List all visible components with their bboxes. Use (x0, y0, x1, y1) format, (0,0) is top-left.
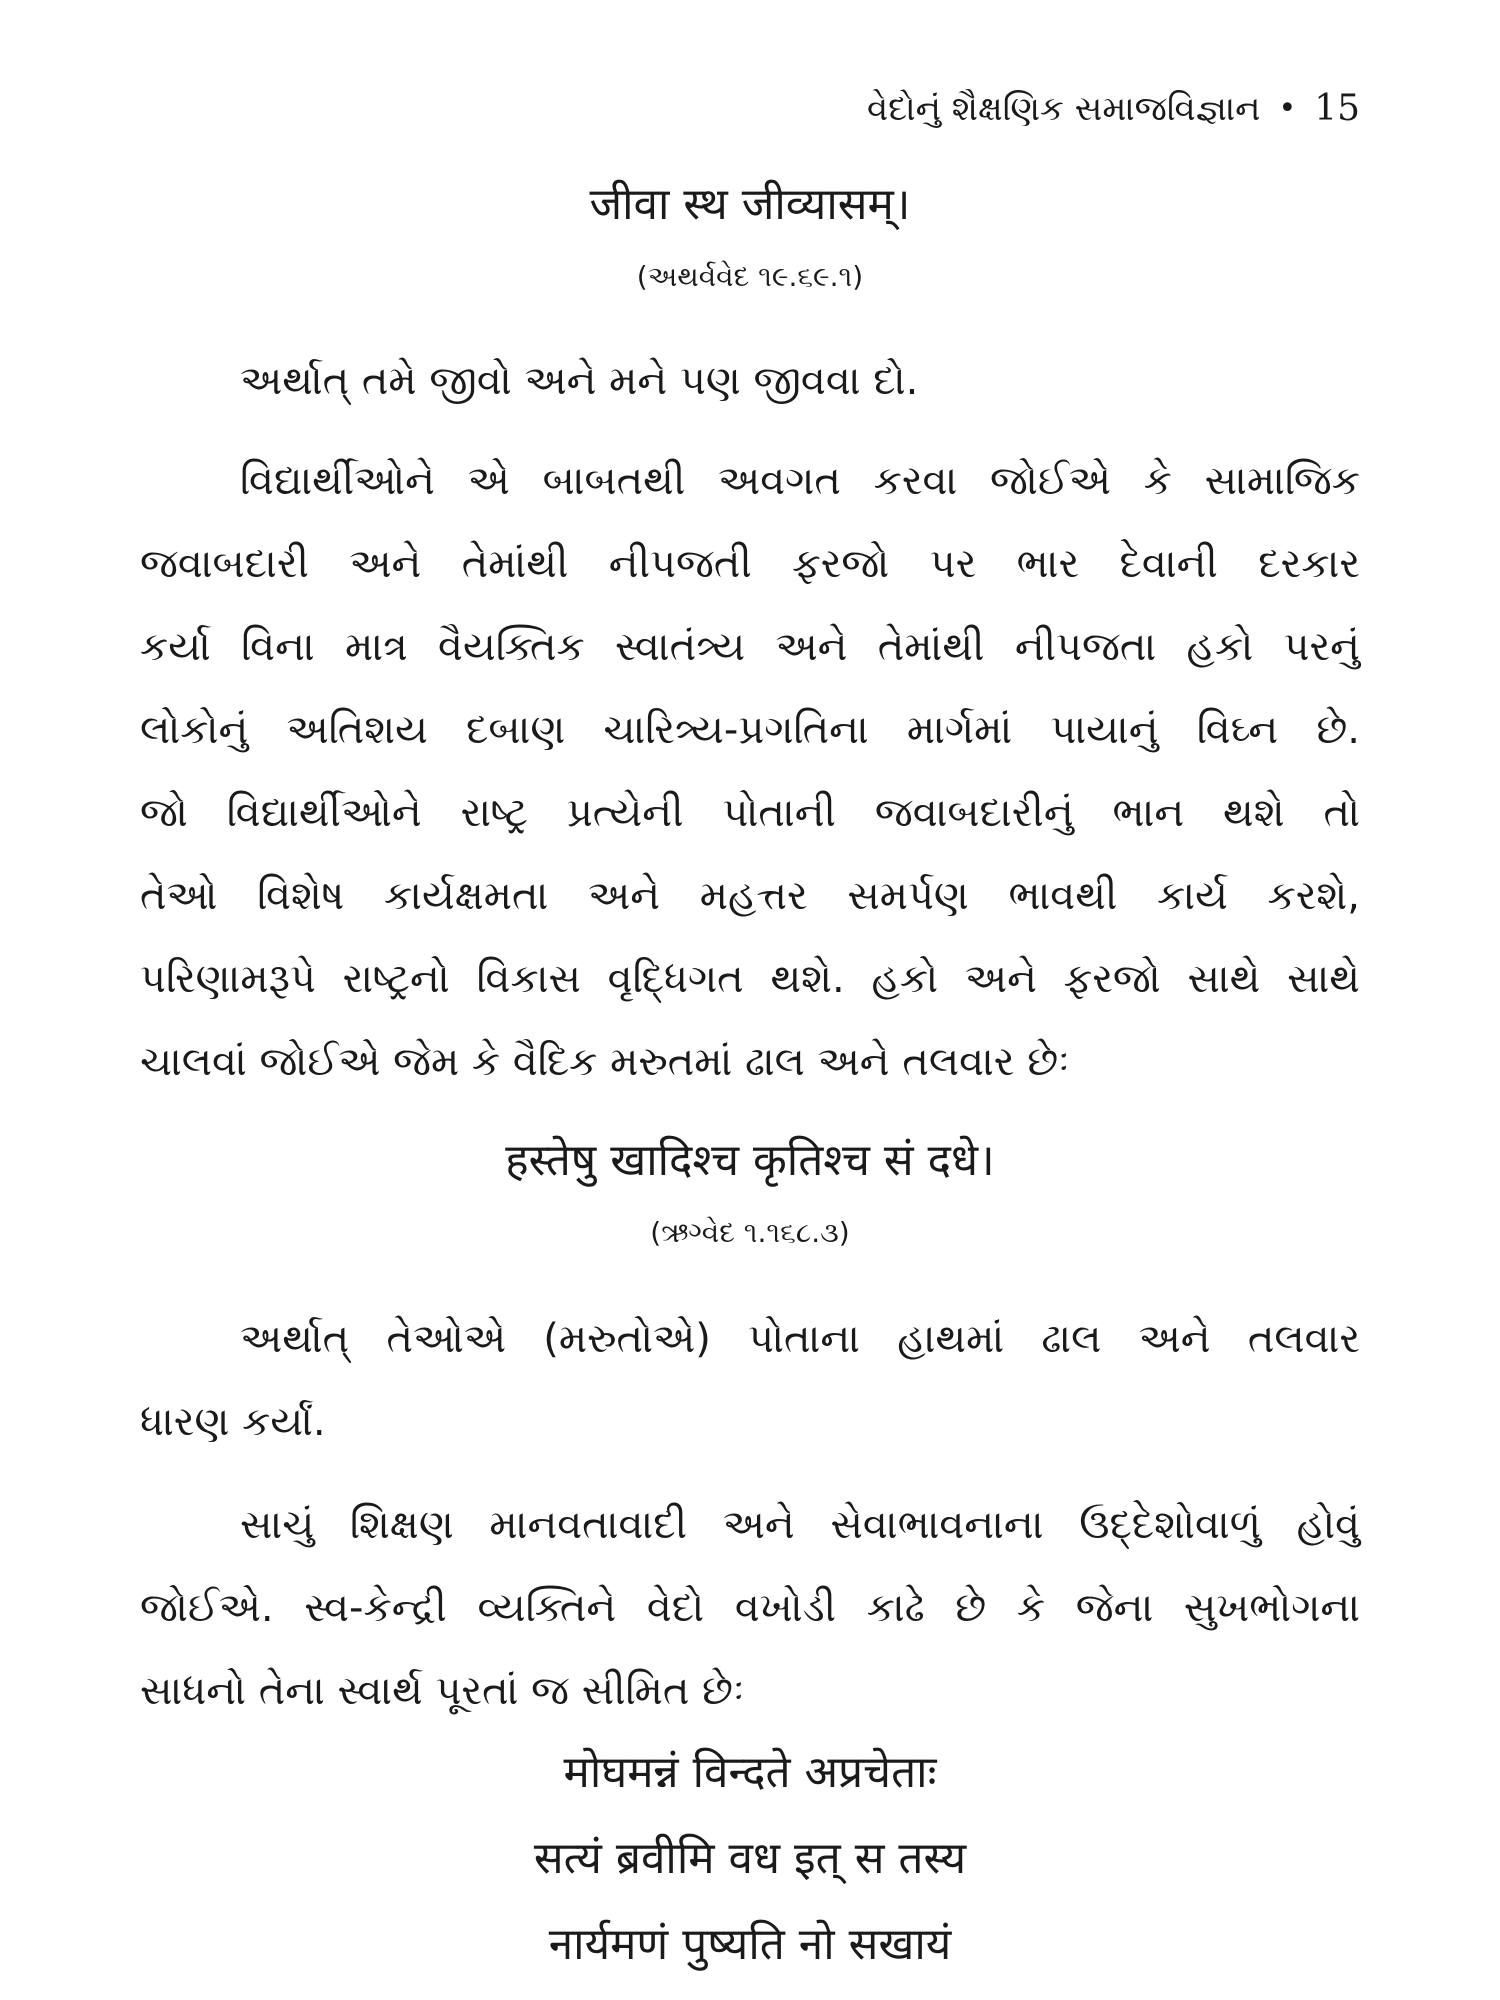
sanskrit-verse-3-line-2: सत्यं ब्रवीमि वध इत् स तस्य (533, 1833, 967, 1884)
sanskrit-verse-2: हस्तेषु खादिश्च कृतिश्च सं दधे। (505, 1135, 995, 1186)
paragraph-line: પરિણામરૂપે રાષ્ટ્રનો વિકાસ વૃદ્ધિગત થશે. હકો અને ફરજો સાથે સાથે (140, 956, 1360, 1002)
paragraph-line: તેઓ વિશેષ કાર્યક્ષમતા અને મહત્તર સમર્પણ ભાવથી કાર્ય કરશે, (140, 873, 1360, 919)
paragraph-line: જોઈએ. સ્વ-કેન્દ્રી વ્યક્તિને વેદો વખોડી કાઢે છે કે જેના સુખભોગના (140, 1585, 1360, 1631)
paragraph-1 (140, 340, 1360, 423)
paragraph-4 (140, 1484, 1360, 1733)
page-number: 15 (1314, 88, 1360, 129)
paragraph-line: વિદ્યાર્થીઓને એ બાબતથી અવગત કરવા જોઈએ કે સામાજિક (240, 458, 1360, 504)
paragraph-line: ચાલવાં જોઈએ જેમ કે વૈદિક મરુતમાં ઢાલ અને તલવાર છેઃ (140, 1039, 1070, 1085)
paragraph-line: ધારણ કર્યાં. (140, 1399, 326, 1445)
sanskrit-verse-1: जीवा स्थ जीव्यासम्। (589, 179, 911, 230)
header-bullet: • (1278, 91, 1297, 126)
paragraph-3 (140, 1298, 1360, 1464)
running-title: વેદોનું શૈક્ષણિક સમાજવિજ્ઞાન (866, 88, 1261, 129)
paragraph-line: અર્થાત્ તેઓએ (મરુતોએ) પોતાના હાથમાં ઢાલ અને તલવાર (240, 1316, 1360, 1362)
paragraph-line: જો વિદ્યાર્થીઓને રાષ્ટ્ર પ્રત્યેની પોતાની જવાબદારીનું ભાન થશે તો (140, 790, 1360, 836)
paragraph-line: કર્યા વિના માત્ર વૈયક્તિક સ્વાતંત્ર્ય અને તેમાંથી નીપજતા હકો પરનું (140, 624, 1360, 670)
sanskrit-verse-3-line-1: मोघमन्नं विन्दते अप्रचेताः (563, 1747, 937, 1798)
citation-2: (ઋગ્વેદ ૧.૧૬૮.૩) (650, 1216, 850, 1249)
paragraph-line: લોકોનું અતિશય દબાણ ચારિત્ર્ય-પ્રગતિના માર્ગમાં પાયાનું વિઘ્ન છે. (140, 707, 1360, 753)
citation-1: (અથર્વવેદ ૧૯.૬૯.૧) (636, 260, 864, 293)
paragraph-line: જવાબદારી અને તેમાંથી નીપજતી ફરજો પર ભાર દેવાની દરકાર (140, 541, 1360, 587)
paragraph-line: અર્થાત્ તમે જીવો અને મને પણ જીવવા દો. (240, 358, 919, 404)
paragraph-line: સાધનો તેના સ્વાર્થ પૂરતાં જ સીમિત છેઃ (140, 1668, 745, 1714)
paragraph-2 (140, 440, 1360, 1104)
paragraph-line: સાચું શિક્ષણ માનવતાવાદી અને સેવાભાવનાના ઉદ્દેશોવાળું હોવું (240, 1502, 1360, 1548)
sanskrit-verse-3-line-3: नार्यमणं पुष्यति नो सखायं (548, 1919, 952, 1970)
running-header (867, 88, 1360, 129)
